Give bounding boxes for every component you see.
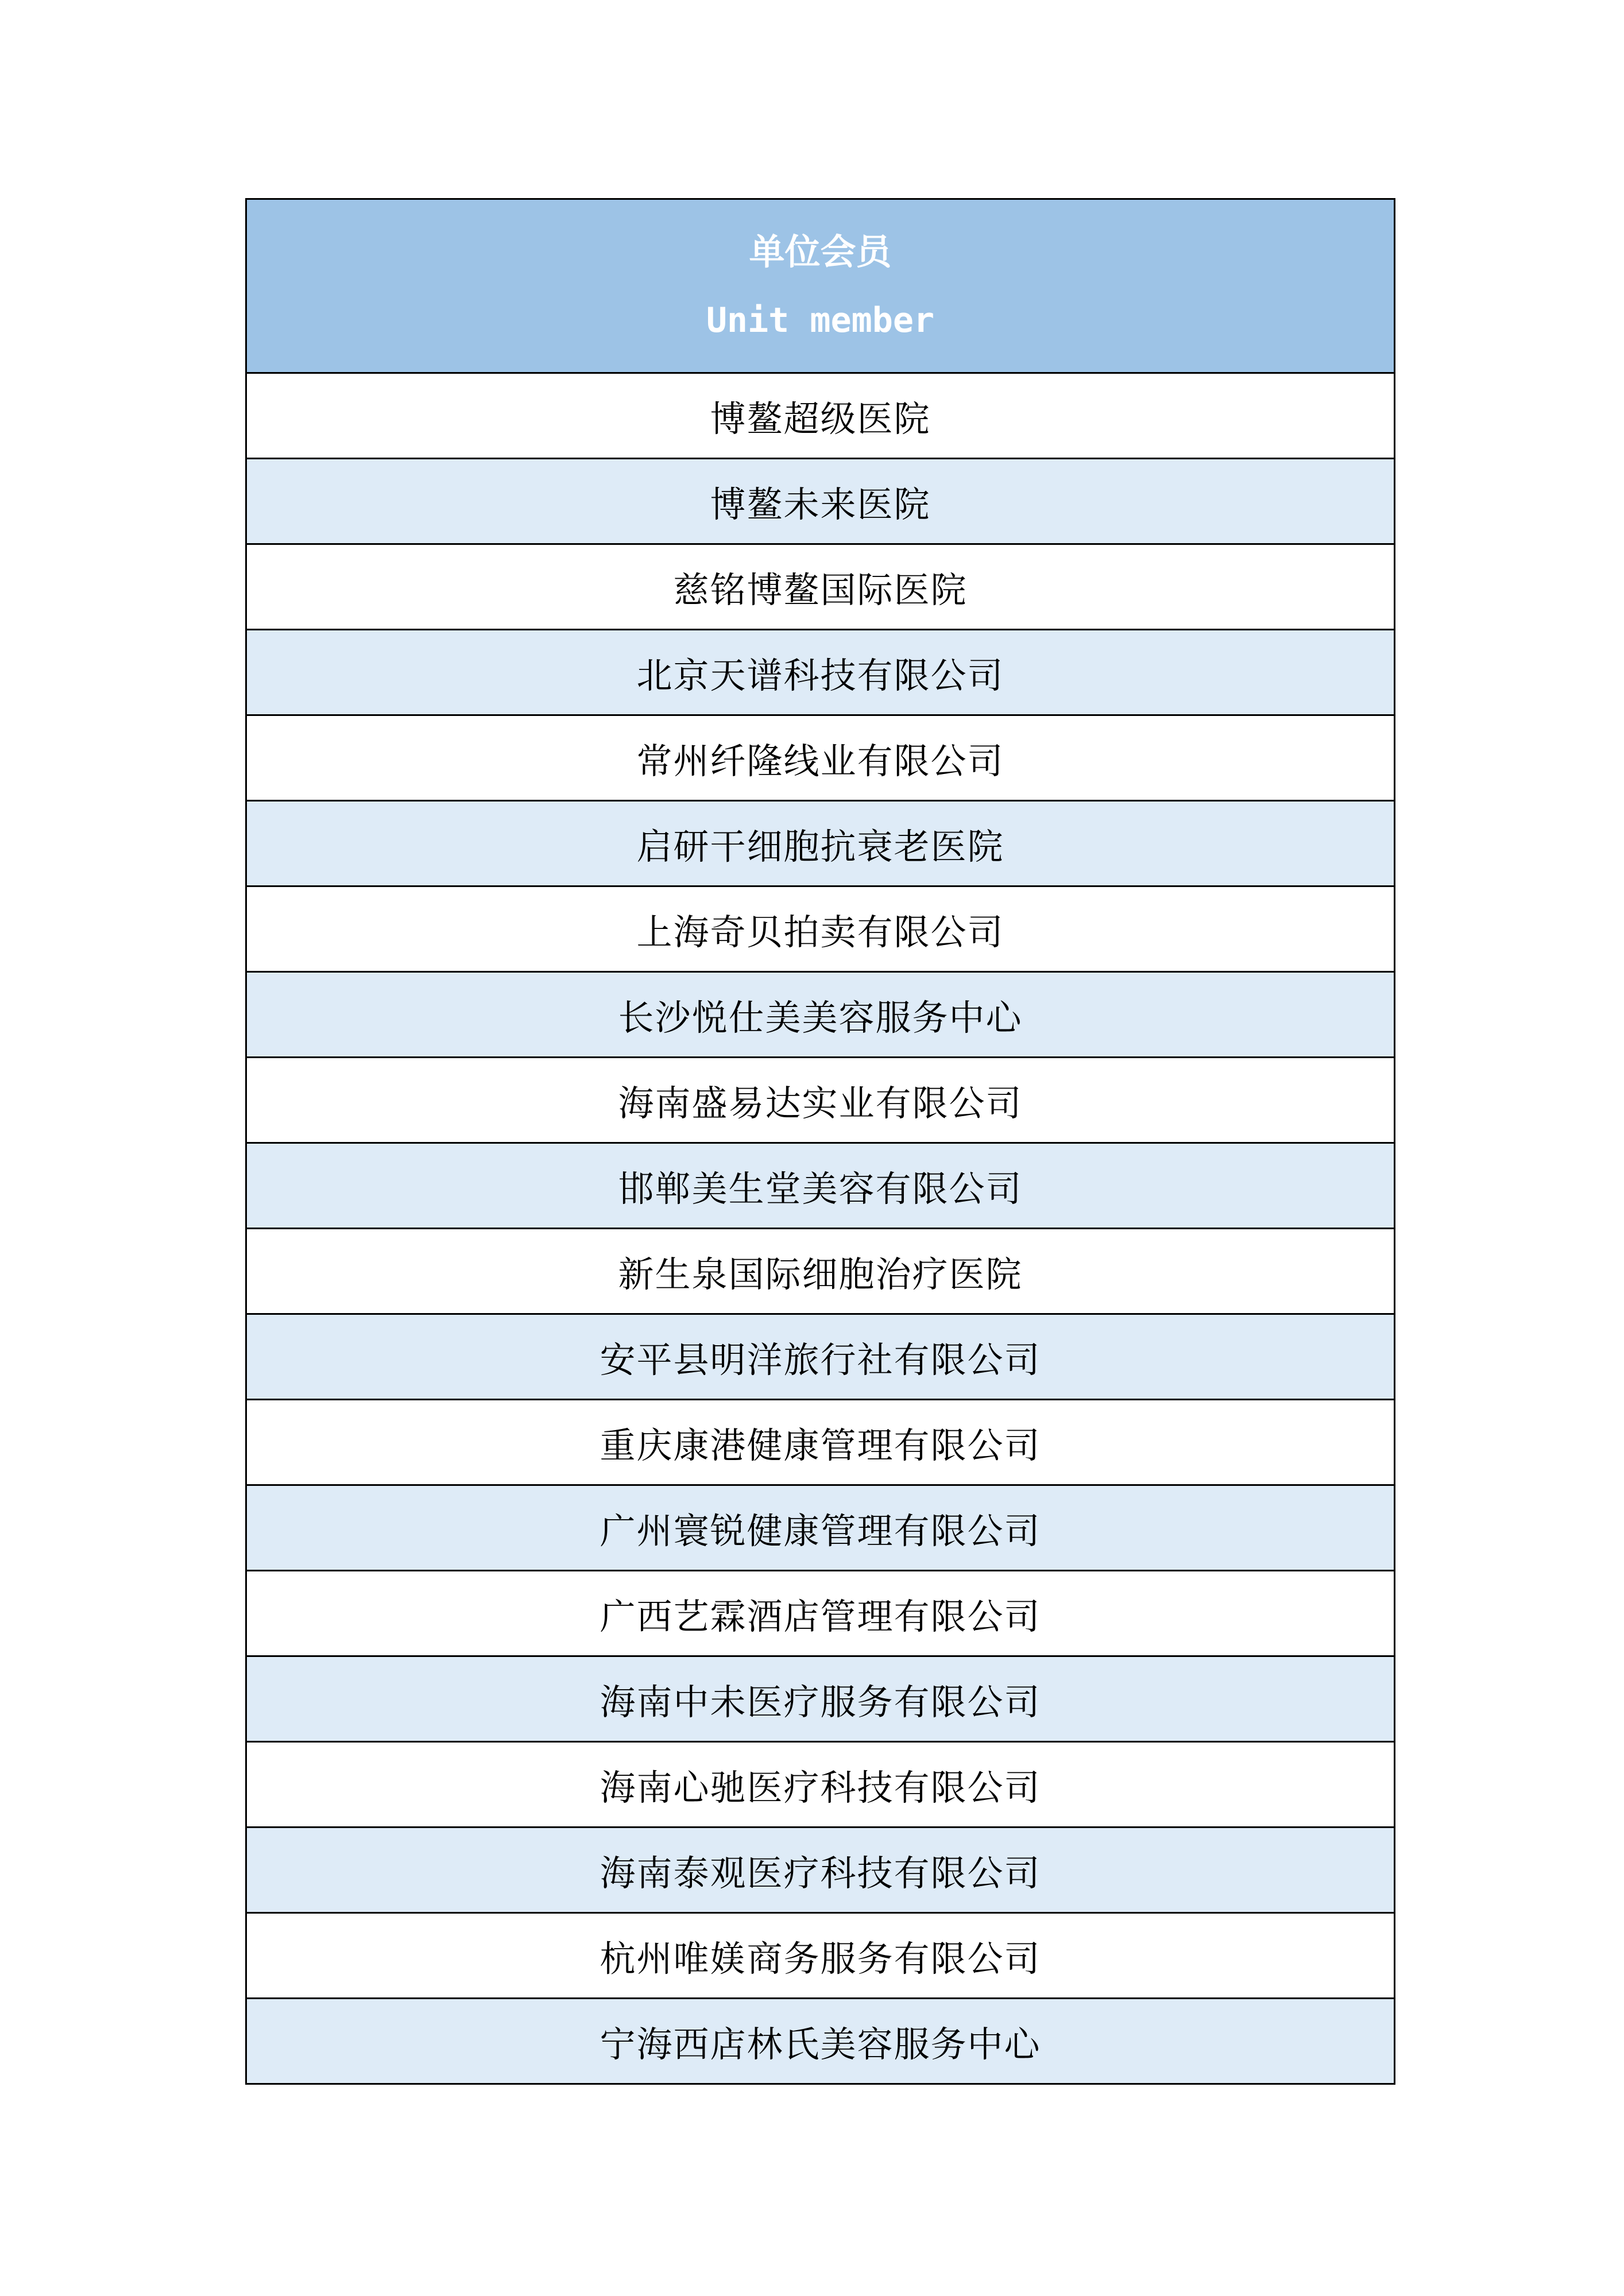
table-row bbox=[246, 1571, 1395, 1656]
member-name-cell: 邯郸美生堂美容有限公司 bbox=[246, 1143, 1395, 1229]
member-name-cell: 重庆康港健康管理有限公司 bbox=[246, 1400, 1395, 1485]
member-name-cell: 新生泉国际细胞治疗医院 bbox=[246, 1229, 1395, 1314]
table-row bbox=[246, 972, 1395, 1058]
member-name-cell: 上海奇贝拍卖有限公司 bbox=[246, 886, 1395, 972]
member-name-cell: 北京天谱科技有限公司 bbox=[246, 630, 1395, 715]
header-title-cn: 单位会员 bbox=[749, 231, 892, 273]
member-name-cell: 海南泰观医疗科技有限公司 bbox=[246, 1827, 1395, 1913]
member-name-cell: 博鳌超级医院 bbox=[246, 373, 1395, 459]
member-name-cell: 长沙悦仕美美容服务中心 bbox=[246, 972, 1395, 1058]
member-name-cell: 广西艺霖酒店管理有限公司 bbox=[246, 1571, 1395, 1656]
table-row bbox=[246, 1827, 1395, 1913]
member-name-cell: 安平县明洋旅行社有限公司 bbox=[246, 1314, 1395, 1400]
table-body bbox=[246, 373, 1395, 2084]
table-row bbox=[246, 1314, 1395, 1400]
table-header-cell bbox=[246, 199, 1395, 373]
unit-member-table bbox=[245, 198, 1395, 2085]
table-row bbox=[246, 630, 1395, 715]
table-header-row bbox=[246, 199, 1395, 373]
header-title-en: Unit member bbox=[706, 300, 935, 340]
table-row bbox=[246, 1058, 1395, 1143]
table-row bbox=[246, 1913, 1395, 1999]
table-row bbox=[246, 373, 1395, 459]
table-row bbox=[246, 1656, 1395, 1742]
member-name-cell: 启研干细胞抗衰老医院 bbox=[246, 801, 1395, 886]
table-row bbox=[246, 459, 1395, 544]
member-name-cell: 海南盛易达实业有限公司 bbox=[246, 1058, 1395, 1143]
member-name-cell: 慈铭博鳌国际医院 bbox=[246, 544, 1395, 630]
table-row bbox=[246, 1742, 1395, 1827]
table-row bbox=[246, 886, 1395, 972]
table-row bbox=[246, 544, 1395, 630]
table-row bbox=[246, 1999, 1395, 2084]
member-name-cell: 杭州唯媄商务服务有限公司 bbox=[246, 1913, 1395, 1999]
member-name-cell: 博鳌未来医院 bbox=[246, 459, 1395, 544]
table-row bbox=[246, 1143, 1395, 1229]
member-name-cell: 海南中未医疗服务有限公司 bbox=[246, 1656, 1395, 1742]
table-row bbox=[246, 1229, 1395, 1314]
table-row bbox=[246, 801, 1395, 886]
member-name-cell: 常州纤隆线业有限公司 bbox=[246, 715, 1395, 801]
table-row bbox=[246, 715, 1395, 801]
member-name-cell: 海南心驰医疗科技有限公司 bbox=[246, 1742, 1395, 1827]
member-name-cell: 广州寰锐健康管理有限公司 bbox=[246, 1485, 1395, 1571]
member-name-cell: 宁海西店林氏美容服务中心 bbox=[246, 1999, 1395, 2084]
table-row bbox=[246, 1485, 1395, 1571]
table-row bbox=[246, 1400, 1395, 1485]
